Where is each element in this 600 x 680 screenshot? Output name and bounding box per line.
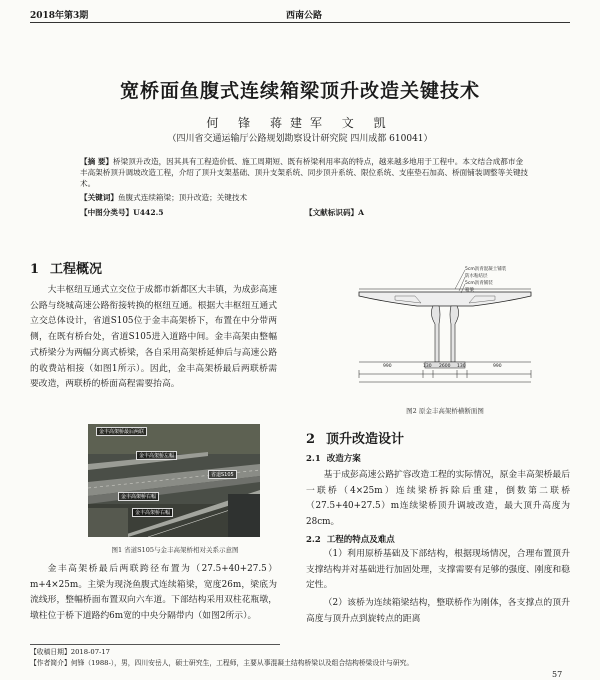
- figure-1-tag-1: 金丰高架桥最后两联: [96, 427, 147, 436]
- clc-label: 【中图分类号】: [80, 208, 134, 217]
- clc-value: U442.5: [133, 208, 164, 217]
- figure-2-legend-1: 5cm沥青混凝土铺装: [465, 267, 507, 272]
- doc-code-label: 【文献标识码】: [305, 208, 359, 217]
- figure-1-photo: [88, 424, 260, 537]
- section-1-heading: [30, 258, 102, 277]
- footnote-rule: [30, 644, 280, 645]
- figure-1-caption: 图1 省道S105与金丰高架桥相对关系示意图: [111, 546, 239, 554]
- subsection-2-1-heading: [306, 452, 361, 464]
- figure-2-dim-4: 130: [457, 364, 466, 369]
- footnote-author-bio: 【作者简介】何锋（1988-），男，四川安岳人，硕士研究生，工程师，主要从事混凝土结构桥梁以及组合结构桥梁设计与研究。: [30, 659, 414, 667]
- journal-issue: 2018年第3期: [30, 11, 89, 21]
- figure-1-tag-2: 金丰高架桥左幅: [136, 451, 177, 460]
- figure-1-aerial-drawing: [88, 424, 260, 537]
- section-1-paragraph-2: 金丰高架桥最后两联跨径布置为（27.5+40+27.5）m+4×25m。主梁为现浇鱼腹式连续箱梁，宽度26m，梁底为流线形，整幅桥面布置双向六车道。下部结构采用双柱花瓶墩，墩柱位于桥下道路约6m宽的中央分隔带内（如图2所示）。: [30, 564, 277, 622]
- subsection-2-1-title: 改造方案: [326, 454, 361, 464]
- figure-2-dim-5: 990: [493, 364, 502, 369]
- doc-code-value: A: [358, 208, 365, 217]
- subsection-2-2-number: 2.2: [306, 535, 321, 545]
- abstract-text: 桥梁顶升改造，因其具有工程造价低、施工周期短、既有桥梁利用率高的特点，越来越多地用于工程中。本文结合成都市金丰高架桥顶升调坡改造工程，介绍了顶升支架基础、顶升支架系统、同步顶升系统、限位系统、支座垫石加高、桥面铺装调整等关键技术。: [80, 157, 529, 188]
- figure-2-legend-2: 防水粘结层: [465, 274, 488, 279]
- section-2-title: 顶升改造设计: [326, 432, 405, 447]
- subsection-2-1-number: 2.1: [306, 454, 321, 464]
- affiliation: （四川省交通运输厅公路规划勘察设计研究院 四川成都 610041）: [167, 134, 433, 144]
- abstract: [80, 156, 530, 189]
- footnote-received: 【收稿日期】2018-07-17: [30, 648, 110, 656]
- figure-2-dimensions: [355, 364, 535, 372]
- figure-2-legend-3: 5cm沥青铺装: [465, 281, 493, 286]
- figure-2-legend: [465, 266, 506, 294]
- section-2-paragraph-3: （2）该桥为连续箱梁结构，整联桥作为刚体，各支撑点的顶升高度与顶升点到旋转点的距离: [306, 598, 570, 624]
- figure-2-legend-4: 箱梁: [465, 288, 474, 293]
- figure-2-dim-1: 990: [383, 364, 392, 369]
- section-1-number: 1: [30, 262, 40, 277]
- page-number: 57: [552, 670, 563, 679]
- section-1-paragraph-1: 大丰枢纽互通式立交位于成都市新都区大丰镇，为成彭高速公路与绕城高速公路衔接转换的枢纽互通。根据大丰枢纽互通式立交总体设计，省道S105位于金丰高架桥下，布置在中分带两侧，在既有桥台处，省道S105进入道路中间。金丰高架由整幅式桥梁分为两幅分离式桥梁，各自采用高架桥延伸后与高速公路的收费站相接（如图1所示）。因此，金丰高架桥最后两联桥需要改造，两联桥的桥面高程需要抬高。: [30, 285, 277, 390]
- figure-2-dim-2: 130: [423, 364, 432, 369]
- figure-1-tag-5: 金丰高架桥右幅: [132, 508, 173, 517]
- subsection-2-2-heading: [306, 533, 395, 545]
- keywords: [80, 192, 530, 203]
- author-list: 何 锋 蒋建军 文 凯: [206, 116, 394, 130]
- section-1-title: 工程概况: [50, 262, 103, 277]
- keywords-label: 【关键词】: [80, 193, 118, 202]
- keywords-text: 鱼腹式连续箱梁；顶升改造；关键技术: [117, 193, 248, 202]
- section-2-paragraph-2: （1）利用原桥基础及下部结构，根据现场情况，合理布置顶升支撑结构并对基础进行加固处理，支撑需要有足够的强度、刚度和稳定性。: [306, 549, 570, 591]
- subsection-2-2-title: 工程的特点及难点: [326, 535, 395, 545]
- section-2-number: 2: [306, 432, 316, 447]
- header-rule: [30, 22, 570, 23]
- figure-2-dim-3: 2600: [439, 364, 451, 369]
- figure-2-caption: 图2 原金丰高架桥横断面图: [406, 407, 484, 415]
- abstract-label: 【摘 要】: [80, 157, 114, 166]
- paper-title: 宽桥面鱼腹式连续箱梁顶升改造关键技术: [119, 80, 480, 102]
- section-2-paragraph-1: 基于成彭高速公路扩容改造工程的实际情况，原金丰高架桥最后一联桥（4×25m）连续梁桥拆除后重建，倒数第二联桥（27.5+40+27.5）m连续梁桥顶升调坡改造，最大顶升高度为28cm。: [306, 470, 570, 528]
- figure-1-tag-3: 省道S105: [208, 470, 237, 479]
- journal-name: 西南公路: [286, 11, 323, 21]
- figure-1-tag-4: 金丰高架桥右幅: [118, 492, 159, 501]
- section-2-heading: [306, 428, 404, 447]
